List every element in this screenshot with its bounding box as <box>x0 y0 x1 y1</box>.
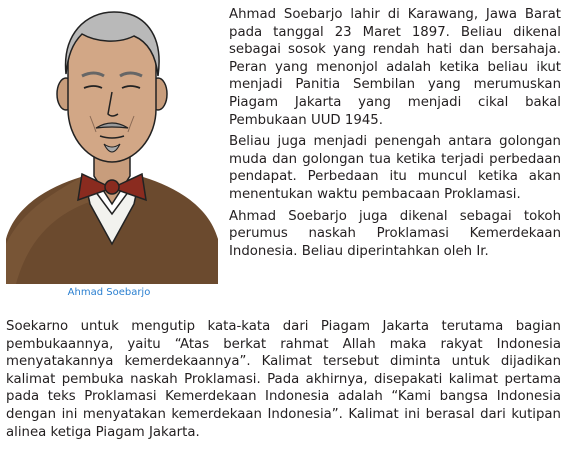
paragraph-mediator: Beliau juga menjadi penengah antara golongan muda dan golongan tua ketika terjadi perbedaan pendapat. Perbedaan itu muncul ketika akan menentukan waktu pembacaan Proklamasi. <box>229 134 561 202</box>
paragraph-birth: Ahmad Soebarjo lahir di Karawang, Jawa Barat pada tanggal 23 Maret 1897. Beliau dikenal sebagai sosok yang rendah hati dan bersahaja. Peran yang menonjol adalah ketika beliau ikut menjadi Panitia Sembilan yang merumuskan Piagam Jakarta yang menjadi cikal bakal Pembukaan UUD 1945. <box>229 7 561 128</box>
portrait-illustration <box>6 4 218 284</box>
paragraph-proclamation-intro: Ahmad Soebarjo juga dikenal sebagai tokoh perumus naskah Proklamasi Kemerdekaan Indonesia. Beliau diperintahkan oleh Ir. <box>229 208 561 259</box>
right-column-text <box>229 6 561 264</box>
paragraph-proclamation-rest: Soekarno untuk mengutip kata-kata dari Piagam Jakarta terutama bagian pembukaannya, yaitu “Atas berkat rahmat Allah maka rakyat Indonesia menyatakannya kemerdekaannya”. Kalimat tersebut diminta untuk dijadikan kalimat pembuka naskah Proklamasi. Pada akhirnya, disepakati kalimat pertama pada teks Proklamasi Kemerdekaan Indonesia adalah “Kami bangsa Indonesia dengan ini menyatakan kemerdekaan Indonesia”. Kalimat ini berasal dari kutipan alinea ketiga Piagam Jakarta. <box>6 319 561 440</box>
portrait-caption: Ahmad Soebarjo <box>67 287 151 298</box>
full-width-text <box>6 318 561 441</box>
